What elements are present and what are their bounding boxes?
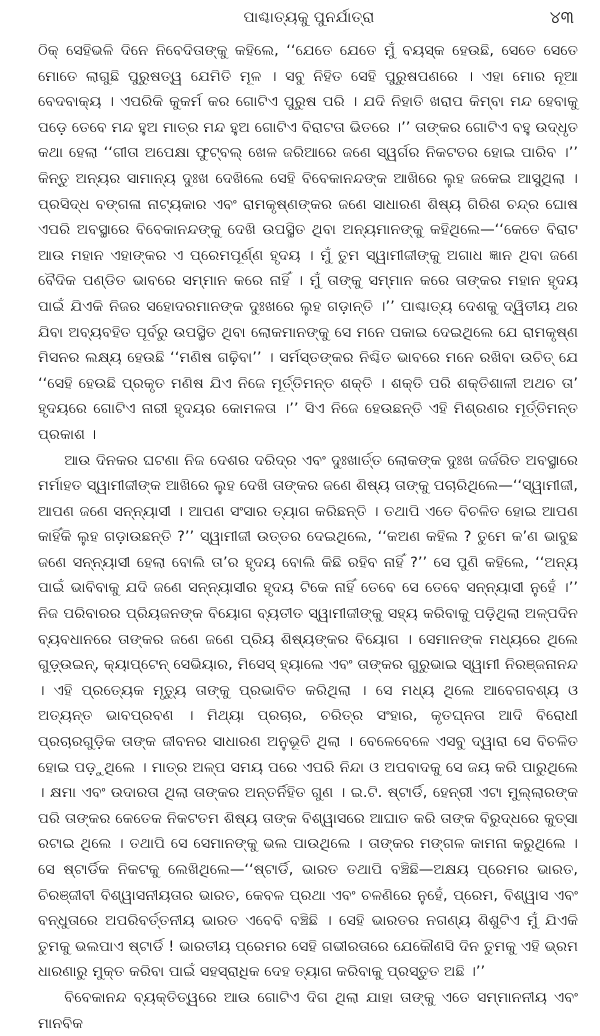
- running-title: ପାଶ୍ଚାତ୍ୟକୁ ପୁନର୍ଯାତ୍ରା: [243, 8, 375, 26]
- paragraph: ବିବେକାନନ୍ଦ ବ୍ୟକ୍ତିତ୍ୱରେ ଆଉ ଗୋଟିଏ ଦିଗ ଥିଲା ଯାହା ତାଙ୍କୁ ଏତେ ସମ୍ମାନନୀୟ ଏବଂ ମାନବିକ: [38, 988, 578, 1032]
- paragraph: ଆଉ ଦିନକର ଘଟଣା ନିଜ ଦେଶର ଦରିଦ୍ର ଏବଂ ଦୁଃଖାର୍ତ୍ତ ଲୋକଙ୍କ ଦୁଃଖ ଜର୍ଜରିତ ଅବସ୍ଥାରେ ମର୍ମାହତ ସ୍ୱାମୀଜୀଙ୍କ ଆଖିରେ ଲୁହ ଦେଖି ତାଙ୍କର ଜଣେ ଶିଷ୍ୟ ତାଙ୍କୁ ପଚାରିଥିଲେ—‘‘ସ୍ୱାମୀଜୀ, ଆପଣ ଜଣେ ସନ୍ନ୍ୟାସୀ । ଆପଣ ସଂସାର ତ୍ୟାଗ କରିଛନ୍ତି । ତଥାପି ଏତେ ବିଚଳିତ ହୋଇ ଆପଣ କାହିଁକି ଲୁହ ଗଡ଼ାଉଛନ୍ତି ?’’ ସ୍ୱାମୀଜୀ ଉତ୍ତର ଦେଇଥିଲେ, ‘‘କଅଣ କହିଲ ? ତୁମେ କ’ଣ ଭାବୁଛ ଜଣେ ସନ୍ନ୍ୟାସୀ ହେଲା ବୋଲି ତା’ର ହୃଦୟ ବୋଲି କିଛି ରହିବ ନାହିଁ ?’’ ସେ ପୁଣି କହିଲେ, ‘‘ଅନ୍ୟ ପାଇଁ ଭାବିବାକୁ ଯଦି ଜଣେ ସନ୍ନ୍ୟାସୀର ହୃଦୟ ଟିକେ ନାହିଁ ତେବେ ସେ ତେବେ ସନ୍ନ୍ୟାସୀ ନୁହେଁ ।’’ ନିଜ ପରିବାରର ପ୍ରିୟଜନଙ୍କ ବିୟୋଗ ବ୍ୟତୀତ ସ୍ୱାମୀଜୀଙ୍କୁ ସହ୍ୟ କରିବାକୁ ପଡ଼ିଥିଲା ଅଳ୍ପଦିନ ବ୍ୟବଧାନରେ ତାଙ୍କର ଜଣେ ଜଣେ ପ୍ରିୟ ଶିଷ୍ୟଙ୍କର ବିୟୋଗ । ସେମାନଙ୍କ ମଧ୍ୟରେ ଥିଲେ ଗୁଡ଼୍‌ଉଇନ୍, କ୍ୟାପ୍‌ଟେନ୍ ସେଭିୟାର, ମିସେସ୍ ହ୍ୟାଲେ ଏବଂ ତାଙ୍କର ଗୁରୁଭାଇ ସ୍ୱାମୀ ନିରଞ୍ଜନାନନ୍ଦ । ଏହି ପ୍ରତ୍ୟେକ ମୃତ୍ୟୁ ତାଙ୍କୁ ପ୍ରଭାବିତ କରିଥିଲା । ସେ ମଧ୍ୟ ଥିଲେ ଆବେଗବଶ୍ୟ ଓ ଅତ୍ୟନ୍ତ ଭାବପ୍ରବଣ । ମିଥ୍ୟା ପ୍ରଚାର, ଚରିତ୍ର ସଂହାର, କୃତଘ୍ନତା ଆଦି ବିରୋଧୀ ପ୍ରଚାରଗୁଡ଼ିକ ତାଙ୍କ ଜୀବନର ସାଧାରଣ ଅନୁଭୂତି ଥିଲା । ବେଳେବେଳେ ଏସବୁ ଦ୍ୱାରା ସେ ବିଚଳିତ ହୋଇ ପଡ଼ୁଥିଲେ । ମାତ୍ର ଅଳ୍ପ ସମୟ ପରେ ଏପରି ନିନ୍ଦା ଓ ଅପବାଦକୁ ସେ ଜୟ କରି ପାରୁଥିଲେ । କ୍ଷମା ଏବଂ ଉଦାରତା ଥିଲା ତାଙ୍କର ଅନ୍ତର୍ନିହିତ ଗୁଣ । ଇ.ଟି. ଷ୍ଟାର୍ଡି, ହେନ୍‌ରୀ ଏଟା ମୁଲ୍ଲାରଙ୍କ ପରି ତାଙ୍କର କେତେକ ନିକଟତମ ଶିଷ୍ୟ ତାଙ୍କ ବିଶ୍ୱାସରେ ଆଘାତ କରି ତାଙ୍କ ବିରୁଦ୍ଧରେ କୁତ୍ସା ରଟାଇ ଥିଲେ । ତଥାପି ସେ ସେମାନଙ୍କୁ ଭଲ ପାଉଥିଲେ । ତାଙ୍କର ମଙ୍ଗଳ କାମନା କରୁଥିଲେ । ସେ ଷ୍ଟାର୍ଡିକ ନିକଟକୁ ଲେଖିଥିଲେ—‘‘ଷ୍ଟାର୍ଡି, ଭାରତ ତଥାପି ବଞ୍ଚିଛି—ଅକ୍ଷୟ ପ୍ରେମର ଭାରତ, ଚିରଞ୍ଜୀବୀ ବିଶ୍ୱାସନୀୟତାର ଭାରତ, କେବଳ ପ୍ରଥା ଏବଂ ଚଳଣିରେ ନୁହେଁ, ପ୍ରେମ, ବିଶ୍ୱାସ ଏବଂ ବନ୍ଧୁତାରେ ଅପରିବର୍ତ୍ତନୀୟ ଭାରତ ଏବେବି ବଞ୍ଚିଛି । ସେହି ଭାରତର ନଗଣ୍ୟ ଶିଶୁଟିଏ ମୁଁ ଯିଏକି ତୁମକୁ ଭଲପାଏ ଷ୍ଟାର୍ଡି ! ଭାରତୀୟ ପ୍ରେମର ସେହି ଗଭୀରତାରେ ଯେକୌଣସି ଦିନ ତୁମକୁ ଏହି ଭ୍ରମ ଧାରଣାରୁ ମୁକ୍ତ କରିବା ପାଇଁ ସହସ୍ରାଧିକ ଦେହ ତ୍ୟାଗ କରିବାକୁ ପ୍ରସ୍ତୁତ ଅଛି ।’’: [38, 451, 578, 981]
- running-header: [40, 6, 578, 32]
- page-number: ୪୩: [549, 8, 574, 28]
- body-text: [38, 38, 578, 1036]
- paragraph: ଠିକ୍ ସେହିଭଳି ଦିନେ ନିବେଦିତାଙ୍କୁ କହିଲେ, ‘‘ଯେତେ ଯେତେ ମୁଁ ବୟସ୍କ ହେଉଛି, ସେତେ ସେତେ ମୋତେ ଲାଗୁଛି ପୁରୁଷତ୍ୱ ଯେମିତି ମୂଳ । ସବୁ ନିହିତ ସେହି ପୁରୁଷପଣରେ । ଏହା ମୋର ନୂଆ ବେଦବାକ୍ୟ । ଏପରିକି କୁକର୍ମ କର ଗୋଟିଏ ପୁରୁଷ ପରି । ଯଦି ନିହାତି ଖରାପ କିମ୍ବା ମନ୍ଦ ହେବାକୁ ପଡ଼େ ତେବେ ମନ୍ଦ ହୁଅ ମାତ୍ର ମନ୍ଦ ହୁଅ ଗୋଟିଏ ବିରାଟତା ଭିତରେ ।’’ ତାଙ୍କର ଗୋଟିଏ ବହୁ ଉଦ୍ଧୃତ କଥା ହେଲା ‘‘ଗୀତା ଅପେକ୍ଷା ଫୁଟ୍‌ବଲ୍ ଖେଳ ଜରିଆରେ ଜଣେ ସ୍ୱର୍ଗର ନିକଟତର ହୋଇ ପାରିବ ।’’ କିନ୍ତୁ ଅନ୍ୟର ସାମାନ୍ୟ ଦୁଃଖ ଦେଖିଲେ ସେହି ବିବେକାନନ୍ଦଙ୍କ ଆଖିରେ ଲୁହ ଜକେଇ ଆସୁଥିଲା । ପ୍ରସିଦ୍ଧ ବଙ୍ଗଳା ନାଟ୍ୟକାର ଏବଂ ରାମକୃଷ୍ଣଙ୍କର ଜଣେ ସାଧାରଣ ଶିଷ୍ୟ ଗିରିଶ ଚନ୍ଦ୍ର ଘୋଷ ଏପରି ଅବସ୍ଥାରେ ବିବେକାନନ୍ଦଙ୍କୁ ଦେଖି ଉପସ୍ଥିତ ଥିବା ଅନ୍ୟମାନଙ୍କୁ କହିଥିଲେ—‘‘କେତେ ବିରାଟ ଆଉ ମହାନ ଏହାଙ୍କର ଏ ପ୍ରେମପୂର୍ଣ୍ଣ ହୃଦୟ । ମୁଁ ତୁମ ସ୍ୱାମୀଜୀଙ୍କୁ ଅଗାଧ ଜ୍ଞାନ ଥିବା ଜଣେ ବୈଦିକ ପଣ୍ଡିତ ଭାବରେ ସମ୍ମାନ କରେ ନାହିଁ । ମୁଁ ତାଙ୍କୁ ସମ୍ମାନ କରେ ତାଙ୍କର ମହାନ ହୃଦୟ ପାଇଁ ଯିଏକି ନିଜର ସହୋଦରମାନଙ୍କ ଦୁଃଖରେ ଲୁହ ଗଡ଼ାନ୍ତି ।’’ ପାଶ୍ଚାତ୍ୟ ଦେଶକୁ ଦ୍ୱିତୀୟ ଥର ଯିବା ଅବ୍ୟବହିତ ପୂର୍ବରୁ ଉପସ୍ଥିତ ଥିବା ଲୋକମାନଙ୍କୁ ସେ ମନେ ପକାଇ ଦେଇଥିଲେ ଯେ ରାମକୃଷ୍ଣ ମିସନର ଲକ୍ଷ୍ୟ ହେଉଛି ‘‘ମଣିଷ ଗଢ଼ିବା’’ । ସର୍ମସ୍ତଙ୍କର ନିଶ୍ଚିତ ଭାବରେ ମନେ ରଖିବା ଉଚିତ୍ ଯେ ‘‘ସେହି ହେଉଛି ପ୍ରକୃତ ମଣିଷ ଯିଏ ନିଜେ ମୂର୍ତ୍ତିମନ୍ତ ଶକ୍ତି । ଶକ୍ତି ପରି ଶକ୍ତିଶାଳୀ ଅଥଚ ତା’ ହୃଦୟରେ ଗୋଟିଏ ନାରୀ ହୃଦୟର କୋମଳତା ।’’ ସିଏ ନିଜେ ହେଉଛନ୍ତି ଏହି ମିଶ୍ରଣର ମୂର୍ତ୍ତିମନ୍ତ ପ୍ରକାଶ ।: [38, 42, 578, 443]
